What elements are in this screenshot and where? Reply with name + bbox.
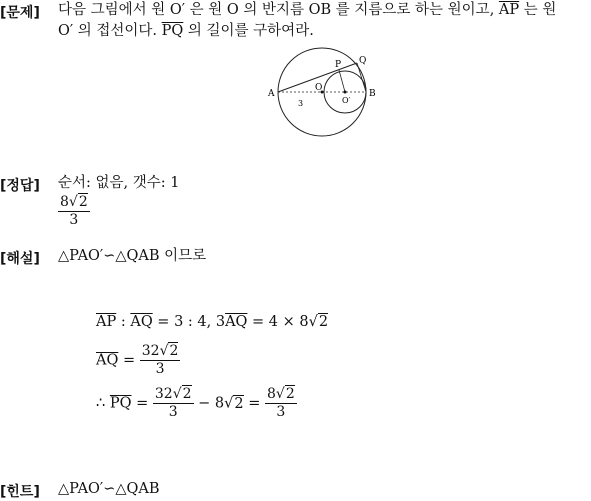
hint-text: △PAO′∽△QAB	[58, 481, 160, 497]
problem-label: [문제]	[0, 5, 40, 21]
eq1-ap: $\overline{AP}$	[96, 314, 117, 330]
eq1-rhs: = 4 × 8	[247, 314, 309, 330]
eq1-rad: 2	[318, 314, 329, 330]
answer-fraction: $\frac{8√2}{3}$	[60, 194, 88, 228]
segment-qb	[357, 63, 366, 92]
problem-part1: 다음 그림에서 원 O′ 은 원 O 의 반지름 OB 를 지름으로 하는 원이고,	[58, 2, 495, 18]
label-length-3: 3	[298, 99, 304, 108]
segment-ap: $\overline{AP}$	[498, 2, 520, 18]
label-o: O	[315, 83, 323, 93]
label-q: Q	[359, 56, 367, 66]
geometry-figure	[265, 45, 390, 145]
eq3-f1-coef: 32	[154, 386, 173, 402]
equation-line-3: ∴ $\overline{PQ}$ = $\frac{32√2}{3}$ − 8√2 = $\frac{8√2}{3}$	[96, 386, 295, 420]
segment-pq: $\overline{PQ}$	[161, 23, 184, 39]
problem-part4: O′ 의 접선이다.	[58, 23, 158, 39]
problem-text	[58, 0, 588, 42]
eq3-minus: − 8	[193, 395, 225, 412]
eq3-f2-coef: 8	[267, 386, 276, 402]
label-p: P	[335, 60, 342, 70]
eq3-minus-rad: 2	[234, 395, 244, 412]
segment-po-prime	[339, 70, 345, 92]
eq2-eq: =	[118, 352, 140, 369]
eq3-f2-rad: 2	[285, 386, 295, 402]
eq2-num-coef: 32	[141, 343, 160, 359]
answer-num-rad: 2	[78, 194, 88, 210]
problem-part3: 는 원	[523, 2, 557, 18]
eq1-colon: :	[116, 314, 131, 330]
equation-line-1: $\overline{AP}$ : $\overline{AQ} = 3$ : 4, $3\overline{AQ} = 4 \times 8√2$	[96, 314, 329, 330]
answer-num-coef: 8	[60, 194, 69, 210]
eq3-pq: $\overline{PQ}$	[109, 395, 132, 412]
answer-den: 3	[69, 212, 79, 228]
eq3-f1-den: 3	[168, 404, 178, 420]
equation-line-2: $\overline{AQ}$ = $\frac{32√2}{3}$	[96, 343, 179, 377]
label-b: B	[369, 89, 376, 99]
eq1-aq2: $\overline{AQ}$	[225, 314, 248, 330]
eq2-aq: $\overline{AQ}$	[96, 352, 119, 369]
eq3-eq: =	[131, 395, 153, 412]
eq2-den: 3	[155, 361, 165, 377]
answer-label: [정답]	[0, 178, 40, 194]
problem-part6: 의 길이를 구하여라.	[187, 23, 314, 39]
center-o-prime-dot	[344, 91, 347, 94]
eq3-therefore: ∴	[96, 395, 110, 412]
eq1-aq: $\overline{AQ}$	[130, 314, 153, 330]
hint-label: [힌트]	[0, 484, 40, 500]
eq1-mid: = 3 : 4, 3	[152, 314, 226, 330]
label-a: A	[268, 89, 275, 99]
explanation-similarity: △PAO′∽△QAB 이므로	[58, 248, 207, 264]
eq3-f2-den: 3	[276, 404, 286, 420]
label-o-prime: O′	[342, 96, 351, 105]
answer-meta: 순서: 없음, 갯수: 1	[58, 175, 180, 191]
eq3-eq2: =	[243, 395, 265, 412]
eq2-num-rad: 2	[169, 343, 179, 359]
explanation-label: [해설]	[0, 251, 40, 267]
eq3-f1-rad: 2	[182, 386, 192, 402]
